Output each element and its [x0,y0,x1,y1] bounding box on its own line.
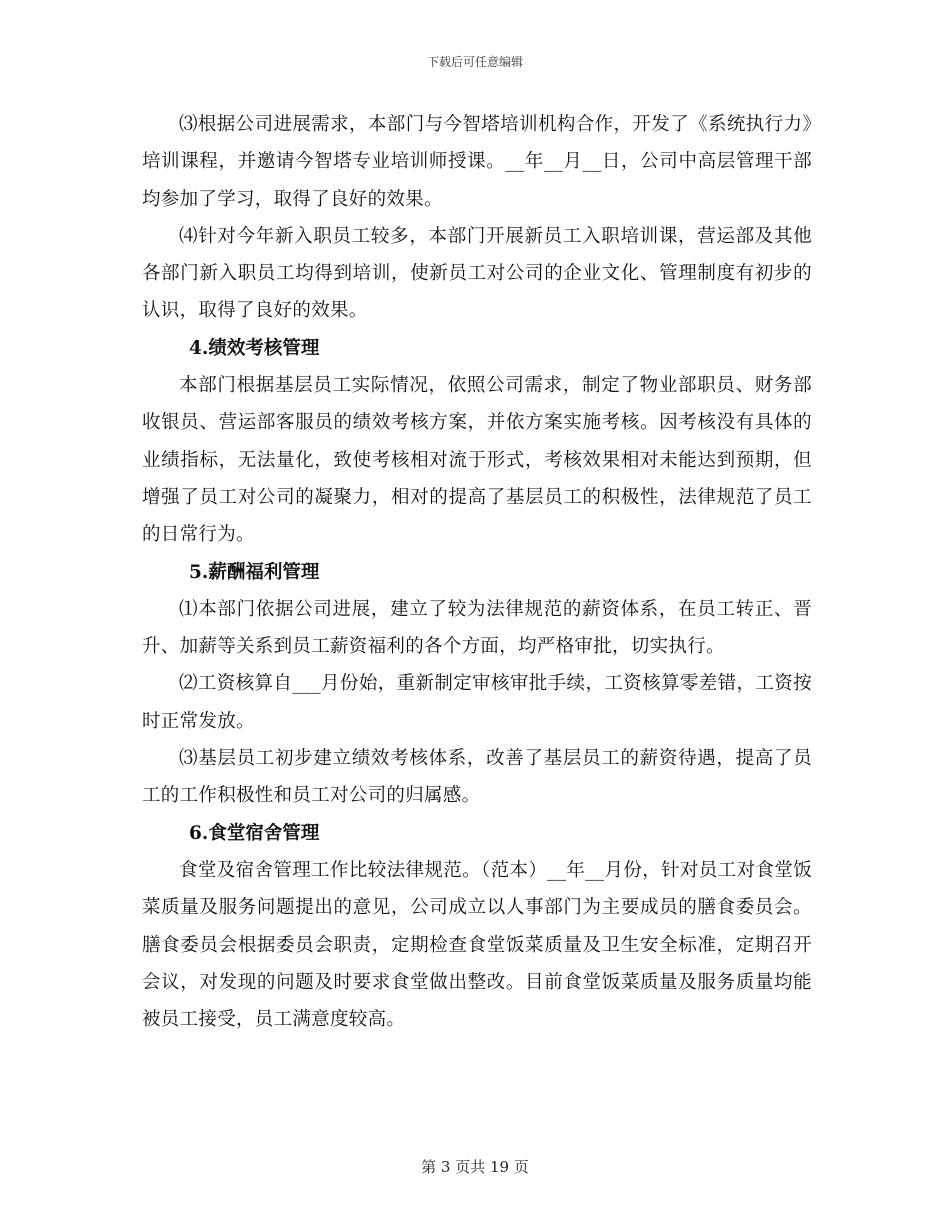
paragraph-compensation-3: ⑶基层员工初步建立绩效考核体系，改善了基层员工的薪资待遇，提高了员工的工作积极性和员工对公司的归属感。 [142,748,812,807]
section-heading-canteen: 6.食堂宿舍管理 [189,822,320,844]
section-heading-compensation: 5.薪酬福利管理 [189,561,320,583]
paragraph-canteen: 食堂及宿舍管理工作比较法律规范。（范本）__年__月份，针对员工对食堂饭菜质量及服务问题提出的意见，公司成立以人事部门为主要成员的膳食委员会。膳食委员会根据委员会职责，定期检查食堂饭菜质量及卫生安全标准，定期召开会议，对发现的问题及时要求食堂做出整改。目前食堂饭菜质量及服务质量均能被员工接受，员工满意度较高。 [142,859,812,1031]
page-header: 下载后可任意编辑 [426,55,523,69]
page-footer: 第 3 页共 19 页 [421,1158,529,1176]
paragraph-compensation-2: ⑵工资核算自___月份始，重新制定审核审批手续，工资核算零差错，工资按时正常发放。 [142,673,812,732]
document-body [142,106,812,1038]
paragraph-training-4: ⑷针对今年新入职员工较多，本部门开展新员工入职培训课，营运部及其他各部门新入职员工均得到培训，使新员工对公司的企业文化、管理制度有初步的认识，取得了良好的效果。 [142,225,812,322]
paragraph-compensation-1: ⑴本部门依据公司进展，建立了较为法律规范的薪资体系，在员工转正、晋升、加薪等关系到员工薪资福利的各个方面，均严格审批，切实执行。 [142,598,812,658]
paragraph-training-3: ⑶根据公司进展需求，本部门与今智塔培训机构合作，开发了《系统执行力》培训课程，并邀请今智塔专业培训师授课。__年__月__日，公司中高层管理干部均参加了学习，取得了良好的效果。 [142,114,812,210]
paragraph-performance: 本部门根据基层员工实际情况，依照公司需求，制定了物业部职员、财务部收银员、营运部客服员的绩效考核方案，并依方案实施考核。因考核没有具体的业绩指标，无法量化，致使考核相对流于形式，考核效果相对未能达到预期，但增强了员工对公司的凝聚力，相对的提高了基层员工的积极性，法律规范了员工的日常行为。 [142,375,812,546]
section-heading-performance: 4.绩效考核管理 [189,337,320,359]
